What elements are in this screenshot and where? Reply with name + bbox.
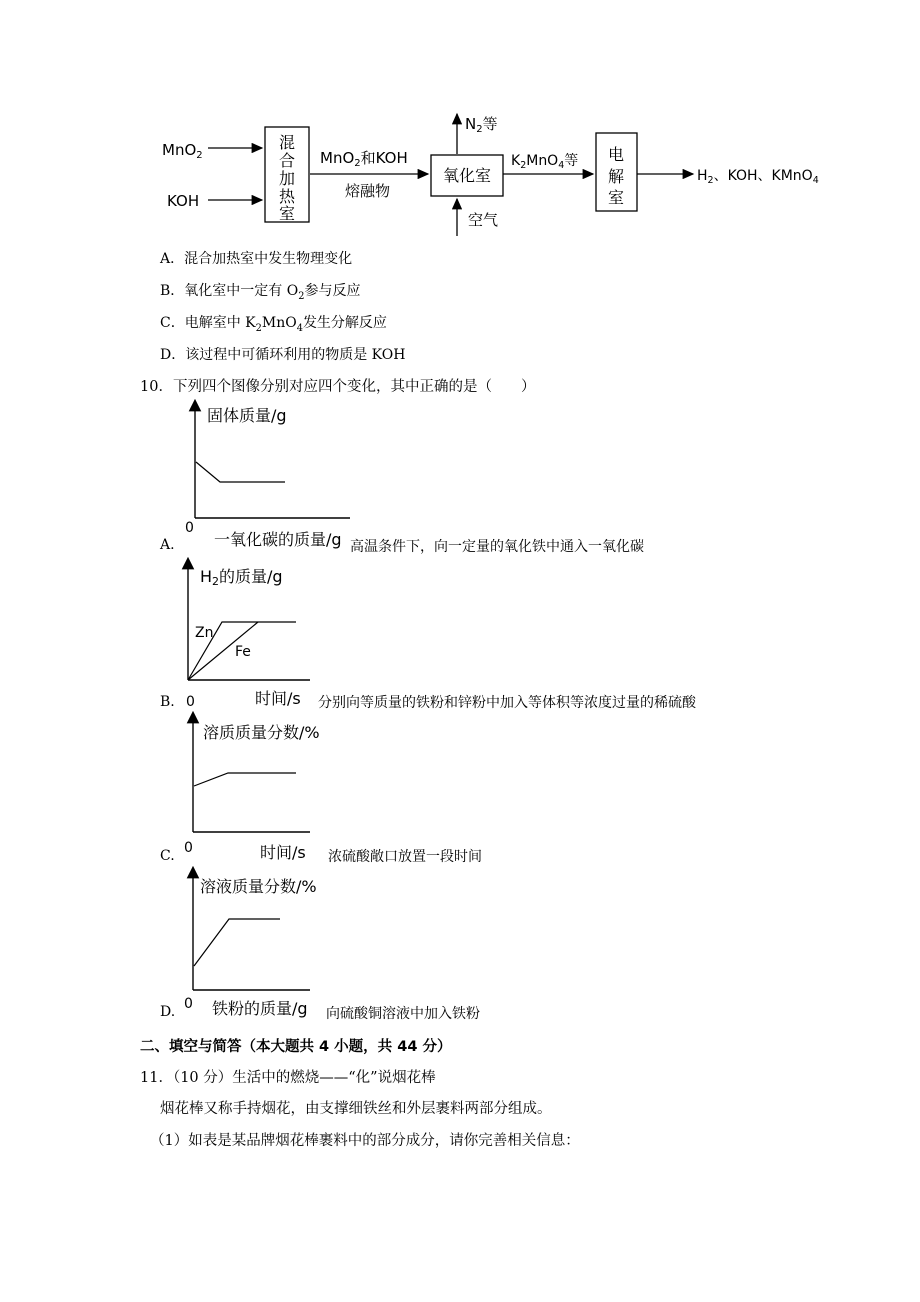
- n2-out-label: $N_2$等: [465, 115, 498, 135]
- graph-b-x-label: 时间/s: [255, 689, 301, 708]
- graph-c: [184, 722, 320, 862]
- q10-option-b-desc: 分别向等质量的铁粉和锌粉中加入等体积等浓度过量的稀硫酸: [318, 695, 696, 711]
- arrow1-bottom-label: 熔融物: [345, 182, 391, 200]
- input-koh-label: KOH: [167, 192, 200, 210]
- q10-option-a-desc: 高温条件下，向一定量的氧化铁中通入一氧化碳: [350, 539, 644, 555]
- graph-c-y-label: 溶质质量分数/%: [203, 723, 320, 742]
- q10-option-d-letter: D.: [160, 1004, 176, 1020]
- graph-c-curve: [194, 773, 296, 786]
- q10-option-b-letter: B.: [160, 694, 175, 710]
- output-label: $H_2$、KOH、KMnO$_4$: [697, 168, 819, 186]
- q9-option-a: A．混合加热室中发生物理变化: [160, 251, 353, 267]
- graph-d: [184, 877, 317, 1018]
- q9-option-d: D．该过程中可循环利用的物质是 KOH: [160, 347, 406, 363]
- graph-b: [186, 567, 310, 710]
- q11-sub1: （1）如表是某品牌烟花棒裹料中的部分成分，请你完善相关信息：: [150, 1133, 580, 1149]
- electrolysis-char-3: 室: [607, 188, 625, 207]
- graph-b-y-label: H2的质量/g: [200, 567, 283, 588]
- q10-option-d-desc: 向硫酸铜溶液中加入铁粉: [326, 1006, 480, 1022]
- q10-option-a-letter: A.: [160, 537, 175, 553]
- graph-c-x-label: 时间/s: [260, 843, 306, 862]
- graph-b-fe-label: Fe: [235, 644, 251, 660]
- oxidation-chamber-label: 氧化室: [442, 166, 492, 185]
- input-mno2-label: MnO$_2$: [162, 141, 203, 161]
- mixing-chamber-char-5: 室: [278, 204, 296, 223]
- air-in-label: 空气: [468, 211, 499, 229]
- process-flow-diagram: [0, 0, 920, 250]
- mixing-chamber-char-3: 加: [278, 169, 296, 188]
- q10-graphs: [0, 395, 920, 1035]
- graph-a-x-label: 一氧化碳的质量/g: [214, 530, 342, 549]
- mixing-chamber-char-2: 合: [278, 151, 296, 170]
- q10-option-c-desc: 浓硫酸敞口放置一段时间: [328, 849, 482, 865]
- mixing-chamber-char-4: 热: [278, 187, 296, 206]
- mixing-chamber-char-1: 混: [278, 133, 296, 152]
- graph-b-zn-label: Zn: [195, 625, 214, 641]
- graph-a-y-label: 固体质量/g: [207, 406, 287, 425]
- graph-d-x-label: 铁粉的质量/g: [212, 999, 308, 1018]
- q9-option-c: C．电解室中 $K_2MnO_4$发生分解反应: [160, 315, 387, 334]
- electrolysis-char-2: 解: [607, 167, 625, 186]
- graph-a: [185, 406, 350, 549]
- graph-a-origin: 0: [185, 520, 194, 536]
- q11-intro: 烟花棒又称手持烟花，由支撑细铁丝和外层裹料两部分组成。: [160, 1101, 552, 1117]
- q10-stem: 10．下列四个图像分别对应四个变化，其中正确的是（ ）: [140, 379, 536, 395]
- electrolysis-char-1: 电: [607, 145, 625, 164]
- graph-a-curve: [196, 462, 285, 482]
- graph-d-origin: 0: [184, 996, 193, 1012]
- arrow1-top-label: MnO$_2$和KOH: [320, 149, 408, 169]
- section-2-heading: 二、填空与简答（本大题共 4 小题，共 44 分）: [140, 1039, 452, 1055]
- graph-b-origin: 0: [186, 694, 195, 710]
- arrow2-label: $K_2MnO_4$等: [511, 153, 579, 171]
- graph-d-y-label: 溶液质量分数/%: [200, 877, 317, 896]
- q9-option-b: B．氧化室中一定有 $O_2$参与反应: [160, 283, 361, 302]
- q10-option-c-letter: C.: [160, 848, 175, 864]
- graph-c-origin: 0: [184, 840, 193, 856]
- graph-d-curve: [194, 919, 280, 966]
- q11-title: 11．（10 分）生活中的燃烧——“化”说烟花棒: [140, 1070, 436, 1086]
